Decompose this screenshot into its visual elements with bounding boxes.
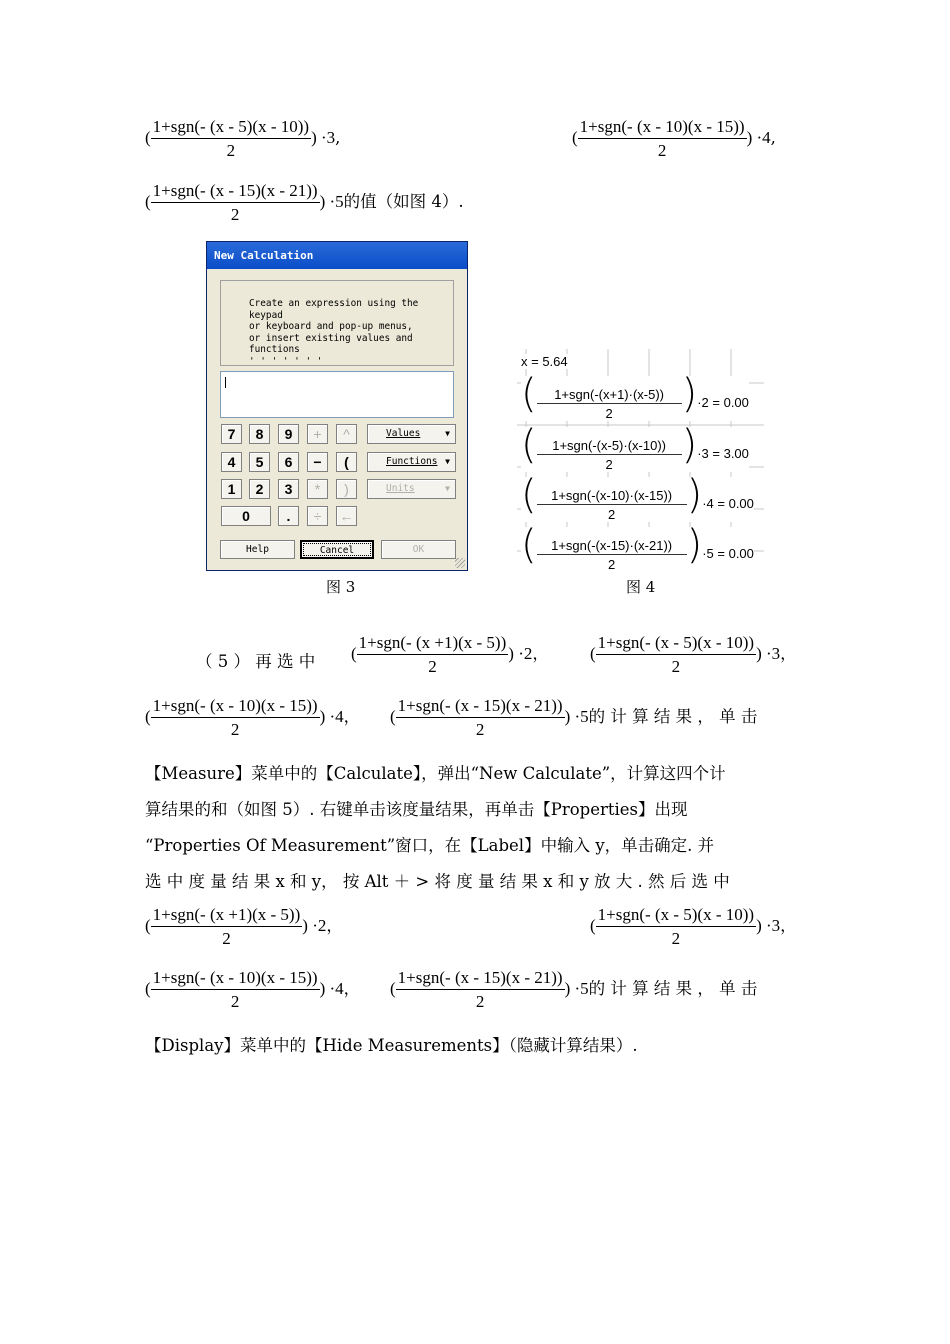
resize-grip-icon[interactable] xyxy=(455,558,465,568)
dialog-title: New Calculation xyxy=(207,242,467,269)
key-decimal[interactable]: . xyxy=(278,506,299,526)
help-button[interactable]: Help xyxy=(220,540,295,559)
step5-formula-7: ( $\frac{\text{1+sgn(- (x - 10)(x - 15))}}{2}$ ) ·4， xyxy=(145,968,361,1011)
step5-formula-6: ( $\frac{\text{1+sgn(- (x - 5)(x - 10))}}{2}$ ) ·3， xyxy=(590,905,797,948)
paragraph-line: “Properties Of Measurement”窗口，在【Label】中输入 y，单击确定. 并 xyxy=(145,836,715,855)
new-calculation-dialog xyxy=(206,241,468,571)
key-divide[interactable]: ÷ xyxy=(307,506,328,526)
key-6[interactable]: 6 xyxy=(278,452,299,472)
x-measurement: x = 5.64 xyxy=(521,354,568,369)
key-5[interactable]: 5 xyxy=(249,452,270,472)
key-open-paren[interactable]: ( xyxy=(336,452,357,472)
formula-top-3: ( $\frac{\text{1+sgn(- (x - 15)(x - 21))}}{2}$ ) ·5的值（如图 4）. xyxy=(145,181,464,224)
measurement-row-1: ( $\frac{\text{1+sgn(-(x+1)·(x-5))}}{2}$ )·2 = 0.00 xyxy=(521,371,749,421)
step5-formula-1: ( $\frac{\text{1+sgn(- (x +1)(x - 5))}}{2}$ ) ·2， xyxy=(351,633,549,676)
dropdown-arrow-icon: ▼ xyxy=(445,484,450,493)
measurement-row-3: ( $\frac{\text{1+sgn(-(x-10)·(x-15))}}{2}$ )·4 = 0.00 xyxy=(521,472,754,522)
formula-top-1: ( $\frac{\text{1+sgn(- (x - 5)(x - 10))}}{2}$ ) ·3, xyxy=(145,117,341,160)
key-4[interactable]: 4 xyxy=(221,452,242,472)
key-8[interactable]: 8 xyxy=(249,424,270,444)
key-close-paren[interactable]: ) xyxy=(336,479,357,499)
step5-formula-8: ( $\frac{\text{1+sgn(- (x - 15)(x - 21))}}{2}$ ) ·5的 计 算 结 果 ， 单 击 xyxy=(390,968,758,1011)
measurement-row-2: ( $\frac{\text{1+sgn(-(x-5)·(x-10))}}{2}$ )·3 = 3.00 xyxy=(521,422,749,472)
key-minus[interactable]: − xyxy=(307,452,328,472)
key-power[interactable]: ^ xyxy=(336,424,357,444)
paragraph-line: 选 中 度 量 结 果 x 和 y， 按 Alt ＋ > 将 度 量 结 果 x 和 y 放 大 . 然 后 选 中 xyxy=(145,872,730,891)
help-line: keypad xyxy=(249,309,283,321)
text-caret xyxy=(225,377,226,388)
formula-top-2: ( $\frac{\text{1+sgn(- (x - 10)(x - 15))}}{2}$ ) ·4, xyxy=(572,117,776,160)
ok-button[interactable]: OK xyxy=(381,540,456,559)
functions-menu-button[interactable]: Functions ▼ xyxy=(367,452,456,472)
key-9[interactable]: 9 xyxy=(278,424,299,444)
step5-formula-5: ( $\frac{\text{1+sgn(- (x +1)(x - 5))}}{2}$ ) ·2， xyxy=(145,905,343,948)
key-plus[interactable]: + xyxy=(307,424,328,444)
paragraph-last-line: 【Display】菜单中的【Hide Measurements】（隐藏计算结果）. xyxy=(145,1036,638,1055)
dropdown-arrow-icon: ▼ xyxy=(445,429,450,438)
help-line: or keyboard and pop-up menus, xyxy=(249,321,413,332)
paragraph-line: 【Measure】菜单中的【Calculate】，弹出“New Calculate”，计算这四个计 xyxy=(145,764,726,783)
caption-figure-3: 图 3 xyxy=(326,578,356,596)
values-menu-button[interactable]: Values ▼ xyxy=(367,424,456,444)
backspace-key[interactable]: ← xyxy=(336,506,357,526)
expression-input[interactable] xyxy=(220,371,454,418)
caption-figure-4: 图 4 xyxy=(626,578,656,596)
key-0[interactable]: 0 xyxy=(221,506,271,526)
key-2[interactable]: 2 xyxy=(249,479,270,499)
step5-formula-3: ( $\frac{\text{1+sgn(- (x - 10)(x - 15))}}{2}$ ) ·4， xyxy=(145,696,361,739)
help-line: or insert existing values and xyxy=(249,332,413,344)
key-multiply[interactable]: * xyxy=(307,479,328,499)
step5-prefix: （ 5 ） 再 选 中 xyxy=(196,652,316,671)
step5-formula-4: ( $\frac{\text{1+sgn(- (x - 15)(x - 21))}}{2}$ ) ·5的 计 算 结 果 ， 单 击 xyxy=(390,696,758,739)
measurement-row-4: ( $\frac{\text{1+sgn(-(x-15)·(x-21))}}{2}$ )·5 = 0.00 xyxy=(521,522,754,571)
units-menu-button[interactable]: Units ▼ xyxy=(367,479,456,499)
help-text-box xyxy=(220,280,454,366)
step5-formula-2: ( $\frac{\text{1+sgn(- (x - 5)(x - 10))}}{2}$ ) ·3， xyxy=(590,633,797,676)
figure-4 xyxy=(517,349,764,571)
cancel-button[interactable]: Cancel xyxy=(300,540,374,559)
key-3[interactable]: 3 xyxy=(278,479,299,499)
paragraph-line: 算结果的和（如图 5）. 右键单击该度量结果，再单击【Properties】出现 xyxy=(145,800,688,819)
help-line: functions xyxy=(249,344,300,355)
help-line: Create an expression using the xyxy=(249,298,419,309)
dropdown-arrow-icon: ▼ xyxy=(445,457,450,466)
key-7[interactable]: 7 xyxy=(221,424,242,444)
help-line: ' ' ' ' ' ' ' xyxy=(249,355,323,366)
key-1[interactable]: 1 xyxy=(221,479,242,499)
